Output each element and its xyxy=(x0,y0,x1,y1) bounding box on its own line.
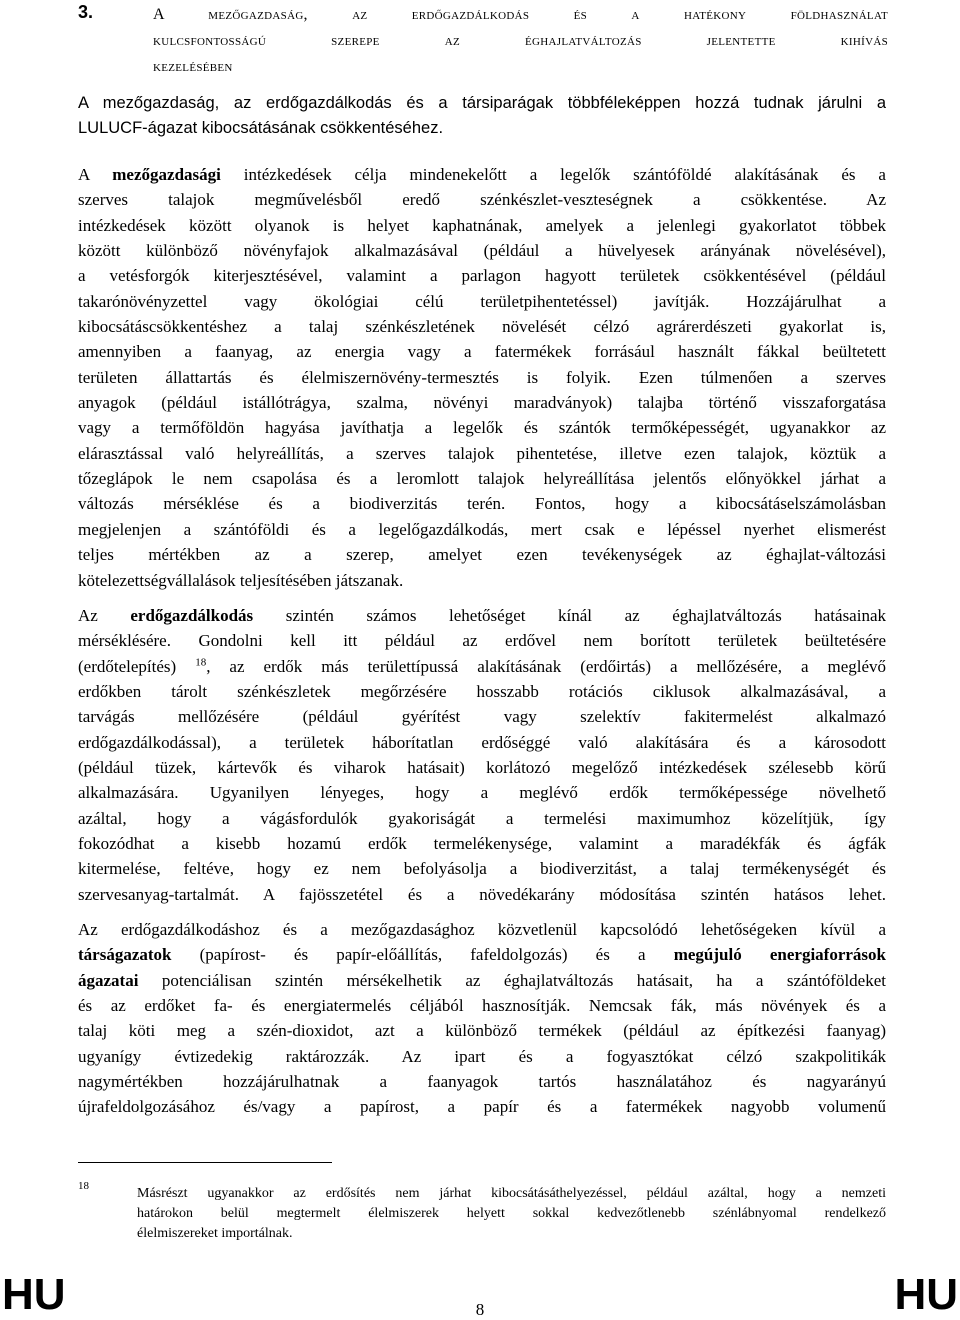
bold-term: erdőgazdálkodás xyxy=(130,606,254,625)
text-line: talaj köti meg a szén-dioxidot, azt a különböző termékek (például az építkezési faanyag) xyxy=(78,1021,886,1041)
text-line: (erdőtelepítés) $^{18}$, az erdők más területtípussá alakításának (erdőirtás) a mellőzésére, a meglévő xyxy=(78,656,886,676)
text-line: tarvágás mellőzésére (például gyérítést vagy szelektív fakitermelést alkalmazó xyxy=(78,707,886,727)
page-number: 8 xyxy=(475,1300,485,1319)
paragraph-intro xyxy=(78,91,886,142)
text-line: újrafeldolgozásához és/vagy a papírost, a papír és a fatermékek nagyobb volumenű xyxy=(78,1097,886,1117)
text-line: mérséklésére. Gondolni kell itt például az erdővel nem borított területek beültetésére xyxy=(78,631,886,651)
text-line: kitermelése, feltéve, hogy ez nem befolyásolja a biodiverzitást, a talaj termékenységét és xyxy=(78,859,886,879)
text-line: Az erdőgazdálkodáshoz és a mezőgazdasághoz közvetlenül kapcsolódó lehetőségeken kívül a xyxy=(78,920,886,939)
text-line: kötelezettségvállalások teljesítésében játszanak. xyxy=(78,570,404,590)
title-line: A mezőgazdaság, az erdőgazdálkodás és a hatékony földhasználat xyxy=(153,6,888,23)
title-line: kulcsfontosságú szerepe az éghajlatváltozás jelentette kihívás xyxy=(153,32,888,49)
text-line: vagy a termőföldön hagyása javíthatja a legelők és szántók termőképességét, ugyanakkor az xyxy=(78,418,886,438)
text-line: teljes mértékben az a szerep, amelyet ezen tevékenységek az éghajlat-változási xyxy=(78,545,886,565)
text-line: A mezőgazdasági intézkedések célja mindenekelőtt a legelők szántóföldé alakításának és a xyxy=(78,165,886,184)
paragraph-forestry xyxy=(78,603,886,907)
text-line: ugyanígy évtizedekig raktározzák. Az ipart és a fogyasztókat célzó szakpolitikák xyxy=(78,1046,886,1066)
language-code-left: HU xyxy=(2,1270,66,1319)
text-line: és az erdőket fa- és energiatermelés céljából hasznosítják. Nemcsak fák, más növények és a xyxy=(78,996,886,1016)
text-line: intézkedések között olyanok is helyet kaphatnának, amelyek a jelenlegi gyakorlatot többek xyxy=(78,215,886,235)
bold-term: ágazatai xyxy=(78,970,139,990)
footnote-number: 18 xyxy=(78,1180,89,1192)
footnote-line: Másrészt ugyanakkor az erdősítés nem járhat kibocsátásáthelyezéssel, például azáltal, hogy a nemzeti xyxy=(137,1186,886,1201)
text-line: (például tüzek, kártevők és viharok hatásait) korlátozó megelőző intézkedések szélesebb körű xyxy=(78,758,886,778)
text-line: a vetésforgók kiterjesztésével, valamint a parlagon hagyott területek csökkentésével (például xyxy=(78,266,886,286)
title-line: kezelésében xyxy=(153,58,233,75)
text-line: társágazatok (papírost- és papír-előállítás, fafeldolgozás) és a megújuló energiaforrások xyxy=(78,945,886,965)
text-line: kibocsátáscsökkentéshez a talaj szénkészletének növelését célzó agrárerdészeti gyakorlat is, xyxy=(78,317,886,337)
text-line: szerves talajok megművelésből eredő szénkészlet-veszteségnek a csökkentése. Az xyxy=(78,190,886,210)
section-title xyxy=(153,2,888,80)
paragraph-agriculture xyxy=(78,162,886,593)
text-line: változás mérséklése és a biodiverzitás terén. Fontos, hogy a kibocsátáselszámolásban xyxy=(78,494,886,514)
text-line: között különböző növényfajok alkalmazásával (például a hüvelyesek arányának növelésével), xyxy=(78,241,886,261)
bold-term: megújuló energiaforrások xyxy=(673,945,886,965)
text-line: LULUCF-ágazat kibocsátásának csökkentéséhez. xyxy=(78,119,444,138)
footnote-reference[interactable]: 18 xyxy=(195,656,207,669)
text-line: anyagok (például istállótrágya, szalma, növényi maradványok) talajba történő visszaforgatása xyxy=(78,393,886,413)
text-line: amennyiben a faanyag, az energia vagy a fatermékek forrásául használt fákkal beültetett xyxy=(78,342,886,362)
section-number: 3. xyxy=(78,2,94,22)
text-line: alkalmazására. Ugyanilyen lényeges, hogy a meglévő erdők termőképessége növelhető xyxy=(78,783,886,803)
text-line: nagymértékben hozzájárulhatnak a faanyagok tartós használatához és nagyarányú xyxy=(78,1072,886,1092)
text-line: tőzeglápok le nem csapolása és a leromlott talajok helyreállítása jelentős előnyökkel járhat a xyxy=(78,469,886,489)
bold-term: társágazatok xyxy=(78,945,172,965)
footnote-text xyxy=(137,1184,886,1244)
footnote-line: élelmiszereket importálnak. xyxy=(137,1226,293,1241)
text-line: Az erdőgazdálkodás szintén számos lehetőséget kínál az éghajlatváltozás hatásainak xyxy=(78,606,886,625)
text-line: azáltal, hogy a vágásfordulók gyakoriságát a termelési maximumhoz közelítjük, így xyxy=(78,808,886,828)
paragraph-related-sectors xyxy=(78,917,886,1120)
text-line: megjelenjen a szántóföldi és a legelőgazdálkodás, mert csak e lépéssel nyerhet elismerést xyxy=(78,519,886,539)
language-code-right: HU xyxy=(894,1270,958,1319)
footnote-separator xyxy=(78,1162,332,1163)
bold-term: mezőgazdasági xyxy=(112,165,221,184)
text-line: szervesanyag-tartalmát. A fajösszetétel és a növedékarány módosítása szintén hatásos lehet. xyxy=(78,884,886,904)
text-line: fokozódhat a kisebb hozamú erdők termelékenysége, valamint a maradékfák és ágfák xyxy=(78,834,886,854)
text-line: erdőgazdálkodással), a területek háborítatlan erdőséggé való alakítására és a károsodott xyxy=(78,732,886,752)
footnote-line: határokon belül megtermelt élelmiszerek helyett sokkal kedvezőtlenebb szénlábnyomal rendelkező xyxy=(137,1206,886,1221)
text-line: területen állattartás és élelmiszernövény-termesztés is folyik. Ezen túlmenően a szerves xyxy=(78,367,886,387)
text-line: ágazatai potenciálisan szintén mérsékelhetik az éghajlatváltozás hatásait, ha a szántóföldeket xyxy=(78,970,886,990)
text-line: erdőkben tárolt szénkészletek megőrzésére hosszabb rotációs ciklusok alkalmazásával, a xyxy=(78,682,886,702)
text-line: takarónövényzettel vagy ökológiai célú területpihentetéssel) javítják. Hozzájárulhat a xyxy=(78,291,886,311)
text-line: elárasztással való helyreállítás, a szerves talajok pihentetése, illetve ezen talajok, köztük a xyxy=(78,443,886,463)
text-line: A mezőgazdaság, az erdőgazdálkodás és a társiparágak többféleképpen hozzá tudnak járulni a xyxy=(78,94,886,112)
